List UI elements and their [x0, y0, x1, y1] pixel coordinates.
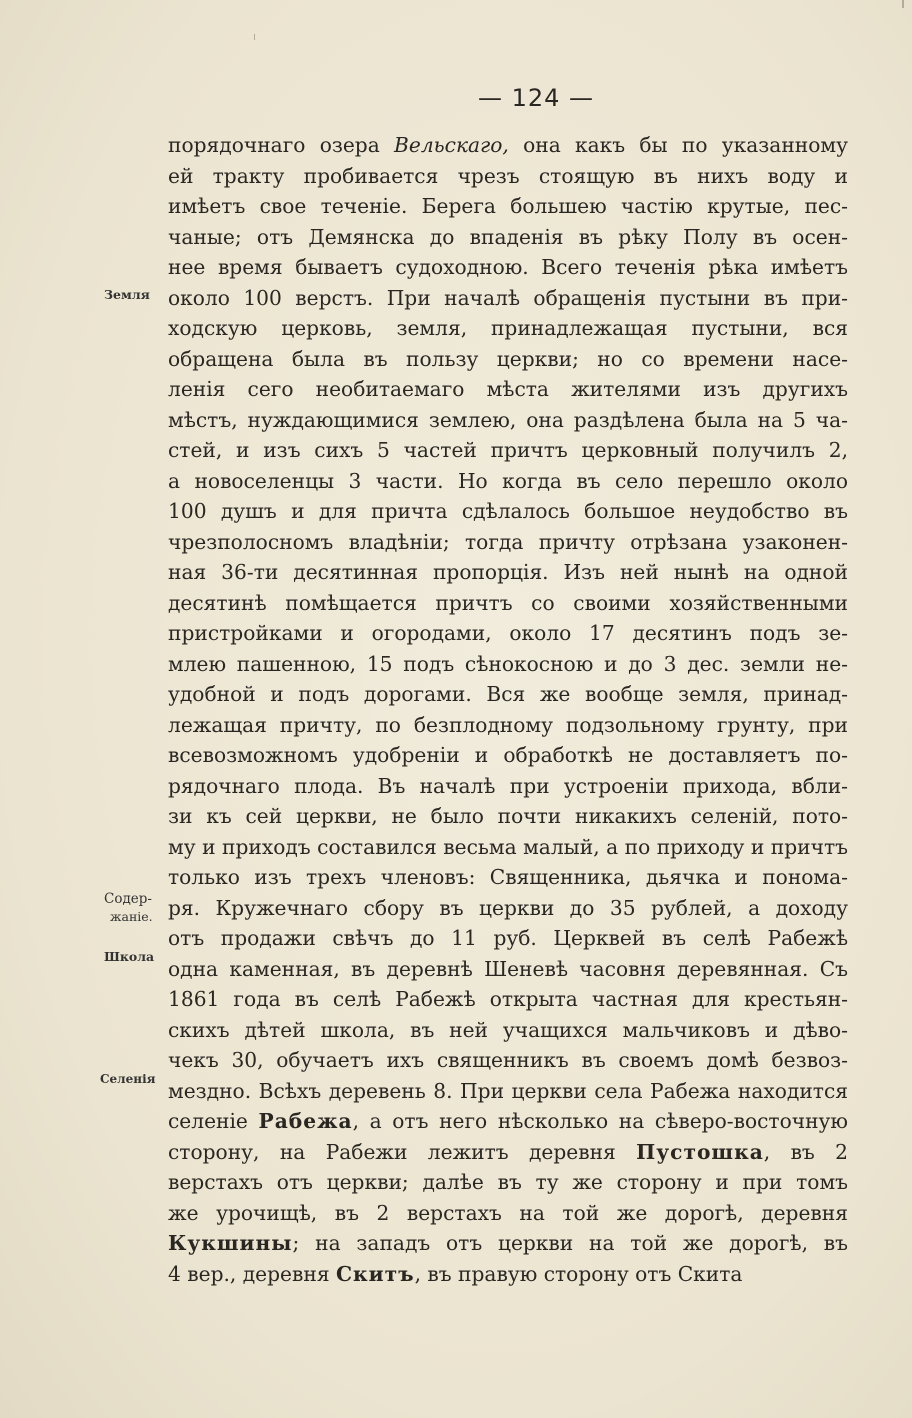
text-segment: мѣстъ, нуждающимися землею, она раздѣлена была на 5 ча- [168, 407, 848, 432]
text-line [168, 618, 848, 649]
text-segment: , въ 2 [763, 1139, 848, 1164]
text-segment: , а отъ него нѣсколько на сѣверо-восточную [352, 1109, 848, 1133]
text-segment: имѣетъ свое теченіе. Берега большею частію крутые, пес- [168, 194, 848, 218]
text-segment: около 100 верстъ. При началѣ обращенія пустыни въ при- [168, 285, 848, 310]
margin-note-content-2: жаніе. [110, 909, 153, 924]
text-line [168, 893, 848, 924]
page-speck [254, 34, 255, 40]
text-line [168, 435, 848, 466]
text-segment: ходскую церковь, земля, принадлежащая пустыни, вся [168, 316, 848, 340]
text-line [168, 222, 848, 253]
text-line [168, 862, 848, 893]
text-segment: чрезполосномъ владѣніи; тогда причту отрѣзана узаконен- [168, 529, 848, 554]
text-line [168, 161, 848, 192]
text-line [168, 710, 848, 741]
text-line [168, 801, 848, 832]
text-segment: порядочнаго озера [168, 133, 395, 157]
text-line [168, 832, 848, 863]
text-segment: Скитъ [335, 1261, 415, 1286]
text-line [168, 984, 848, 1015]
text-line [168, 557, 848, 588]
text-segment: ная 36-ти десятинная пропорція. Изъ ней нынѣ на одной [168, 560, 848, 584]
text-segment: 100 душъ и для причта сдѣлалось большое неудобство въ [168, 499, 848, 523]
text-line [168, 496, 848, 527]
text-segment: селеніе [168, 1109, 259, 1133]
text-line [168, 923, 848, 954]
text-segment: а новоселенцы 3 части. Но когда въ село перешло около [168, 468, 848, 493]
text-line [168, 771, 848, 802]
text-segment: Вельскаго, [394, 133, 509, 157]
text-line [168, 740, 848, 771]
text-segment: , въ правую сторону отъ Скита [414, 1261, 743, 1286]
text-line [168, 649, 848, 680]
text-line [168, 1106, 848, 1137]
text-segment: Рабежа [258, 1109, 353, 1133]
text-segment: Пустошка [636, 1139, 764, 1164]
margin-note-land: Земля [104, 287, 150, 302]
text-segment: зи къ сей церкви, не было почти никакихъ селеній, пото- [168, 804, 848, 828]
text-line [168, 1259, 848, 1290]
text-segment: отъ продажи свѣчъ до 11 руб. Церквей въ селѣ Рабежѣ [168, 926, 848, 950]
text-line [168, 466, 848, 497]
text-line [168, 954, 848, 985]
text-segment: ей тракту пробивается чрезъ стоящую въ нихъ воду и [168, 163, 848, 188]
text-segment: она какъ бы по указанному [508, 133, 848, 157]
page-edge-mark [902, 0, 904, 8]
margin-note-school: Школа [104, 949, 155, 964]
text-segment: всевозможномъ удобреніи и обработкѣ не доставляетъ по- [168, 743, 848, 767]
text-segment: скихъ дѣтей школа, въ ней учащихся мальчиковъ и дѣво- [168, 1017, 848, 1042]
text-line [168, 1137, 848, 1168]
text-segment: удобной и подъ дорогами. Вся же вообще земля, принад- [168, 682, 848, 706]
text-segment: чекъ 30, обучаетъ ихъ священникъ въ своемъ домѣ безвоз- [168, 1048, 848, 1072]
text-segment: обращена была въ пользу церкви; но со времени насе- [168, 346, 848, 371]
text-segment: ; на западъ отъ церкви на той же дорогѣ, въ [292, 1231, 848, 1255]
text-line [168, 527, 848, 558]
text-segment: только изъ трехъ членовъ: Священника, дьячка и понома- [168, 865, 848, 889]
text-segment: верстахъ отъ церкви; далѣе въ ту же сторону и при томъ [168, 1170, 848, 1194]
text-line [168, 405, 848, 436]
text-segment: одна каменная, въ деревнѣ Шеневѣ часовня деревянная. Съ [168, 956, 848, 981]
text-line [168, 1076, 848, 1107]
text-segment: чаные; отъ Демянска до впаденія въ рѣку Полу въ осен- [168, 224, 848, 249]
text-segment: ленія сего необитаемаго мѣста жителями изъ другихъ [168, 377, 848, 401]
text-segment: лежащая причту, по безплодному подзольному грунту, при [168, 712, 848, 737]
text-line [168, 252, 848, 283]
text-segment: ря. Кружечнаго сбору въ церкви до 35 рублей, а доходу [168, 895, 848, 920]
page-number: — 124 — [477, 84, 595, 112]
text-segment: сторону, на Рабежи лежитъ деревня [168, 1139, 637, 1164]
margin-note-content-1: Содер- [104, 891, 152, 907]
text-line [168, 1228, 848, 1259]
text-line [168, 1167, 848, 1198]
text-segment: млею пашенною, 15 подъ сѣнокосною и до 3 дес. земли не- [168, 651, 848, 676]
text-line [168, 1045, 848, 1076]
text-line [168, 344, 848, 375]
text-line [168, 1015, 848, 1046]
text-line [168, 679, 848, 710]
body-text [168, 130, 848, 1289]
text-line [168, 313, 848, 344]
text-segment: рядочнаго плода. Въ началѣ при устроеніи прихода, вбли- [168, 773, 848, 798]
text-line [168, 588, 848, 619]
text-line [168, 374, 848, 405]
text-segment: десятинѣ помѣщается причтъ со своими хозяйственными [168, 590, 848, 615]
margin-note-settlements: Селенія [100, 1072, 156, 1086]
text-line [168, 1198, 848, 1229]
text-segment: 4 вер., деревня [168, 1261, 336, 1286]
text-segment: же урочищѣ, въ 2 верстахъ на той же дорогѣ, деревня [168, 1200, 848, 1225]
text-segment: му и приходъ составился весьма малый, а по приходу и причтъ [168, 834, 848, 859]
text-segment: пристройками и огородами, около 17 десятинъ подъ зе- [168, 621, 848, 645]
text-segment: стей, и изъ сихъ 5 частей причтъ церковный получилъ 2, [168, 438, 848, 462]
text-line [168, 191, 848, 222]
text-line [168, 130, 848, 161]
text-segment: нее время бываетъ судоходною. Всего теченія рѣка имѣетъ [168, 255, 848, 279]
text-line [168, 283, 848, 314]
text-segment: Кукшины [168, 1231, 293, 1255]
text-segment: 1861 года въ селѣ Рабежѣ открыта частная для крестьян- [168, 987, 848, 1011]
text-segment: мездно. Всѣхъ деревень 8. При церкви села Рабежа находится [168, 1078, 848, 1103]
